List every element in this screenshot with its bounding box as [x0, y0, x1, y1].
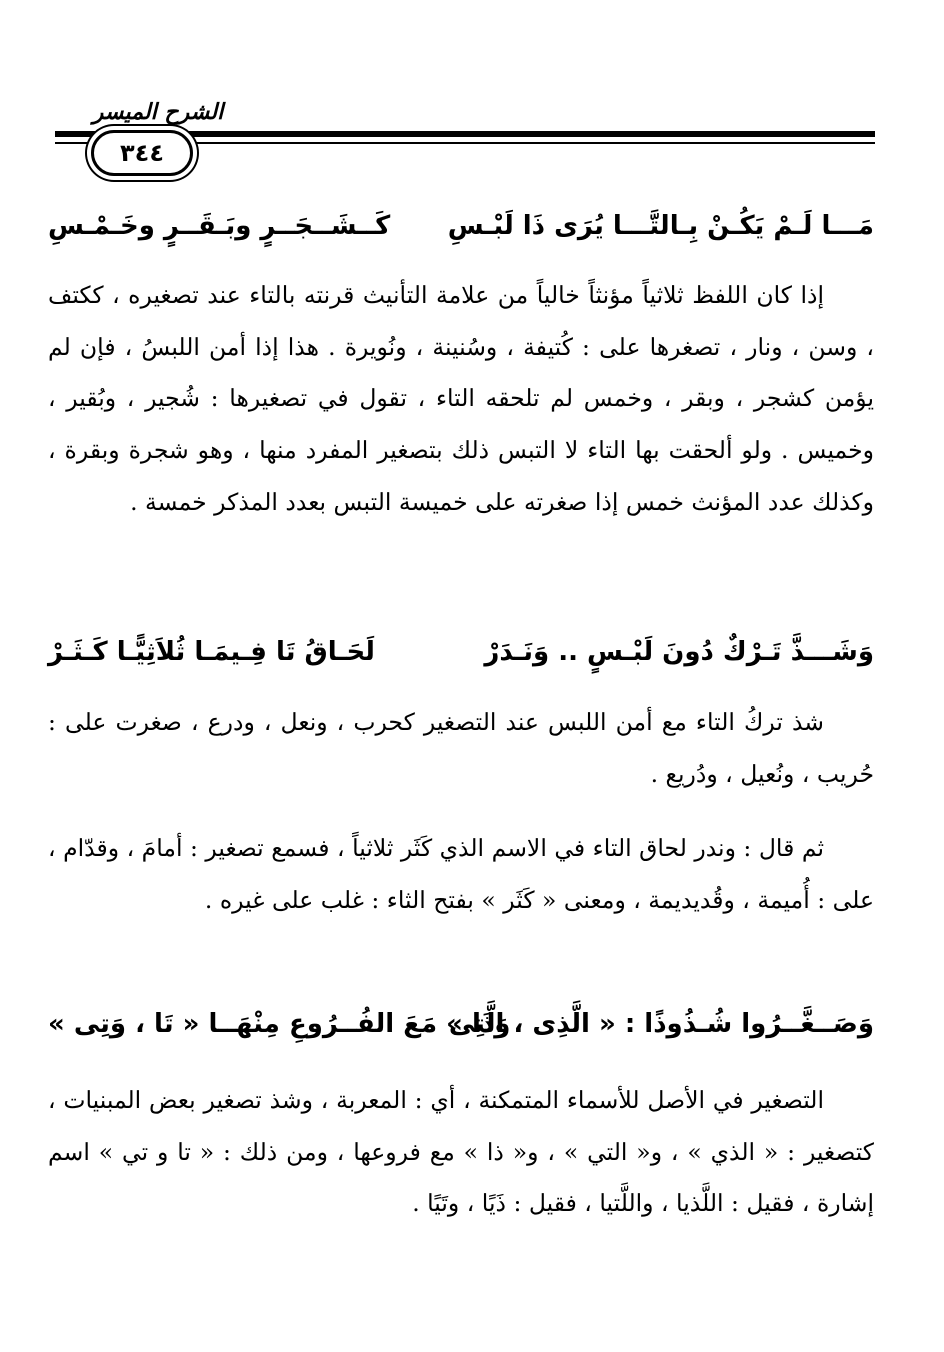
page-number: ٣٤٤: [91, 130, 193, 176]
commentary-paragraph-1: إذا كان اللفظ ثلاثياً مؤنثاً خالياً من علامة التأنيث قرنته بالتاء عند تصغيره ، ككتف ، وسن ، ونار ، تصغرها على : كُتيفة ، وسُنينة ، ونُويرة . هذا إذا أمن اللبسُ ، فإن لم يؤمن كشجر ، وبقر ، وخمس لم تلحقه التاء ، تقول في تصغيرها : شُجير ، وبُقير ، وخميس . ولو ألحقت بها التاء لا التبس ذلك بتصغير المفرد منها ، وهو شجرة وبقرة ، وكذلك عدد المؤنث خمس إذا صغرته على خميسة التبس بعدد المذكر خمسة .: [48, 281, 874, 516]
verse-1-first-hemistich: مَـــا لَـمْ يَكُـنْ بِـالتَّـــا يُرَى ذَا لَبْـسِ: [447, 211, 874, 241]
verse-2-first-hemistich: وَشَـــذَّ تَـرْكٌ دُونَ لَبْـسٍ .. وَنَـدَرْ: [484, 637, 874, 667]
verse-3-first-hemistich: وَصَــغَّــرُوا شُـذُوذًا : « الَّذِى ، الَّتِى: [448, 1009, 874, 1039]
verse-1-second-hemistich: كَــشَــجَــرٍ وبَـقَــرٍ وخَـمْـسِ: [48, 211, 391, 241]
verse-1: [48, 203, 874, 249]
verse-3-second-hemistich: وَذَا » مَعَ الفُــرُوعِ مِنْهَــا « تَا ، وَتِى »: [48, 1009, 511, 1039]
commentary-paragraph-3: ثم قال : وندر لحاق التاء في الاسم الذي كَثَر ثلاثياً ، فسمع تصغير : أمامَ ، وقدّام ، على : أُميمة ، وقُديديمة ، ومعنى « كَثَر » بفتح الثاء : غلب على غيره .: [48, 834, 874, 914]
verse-2: [48, 629, 874, 675]
verse-3: [48, 1001, 874, 1047]
verse-2-second-hemistich: لَحَـاقُ تَا فِـيمَـا ثُلاَثِيًّـا كَـثَـرْ: [48, 637, 375, 667]
book-title: الشرح الميسر: [92, 100, 224, 125]
commentary-paragraph-4: التصغير في الأصل للأسماء المتمكنة ، أي : المعربة ، وشذ تصغير بعض المبنيات ، كتصغير : « الذي » ، و« التي » ، و« ذا » مع فروعها ، ومن ذلك : « تا و تي » اسم إشارة ، فقيل : اللَّذيا ، واللَّتيا ، فقيل : ذَيًا ، وتَيًا .: [48, 1086, 874, 1218]
commentary-paragraph-2: شذ تركُ التاء مع أمن اللبس عند التصغير كحرب ، ونعل ، ودرع ، صغرت على : حُريب ، ونُعيل ، ودُريع .: [48, 708, 874, 788]
